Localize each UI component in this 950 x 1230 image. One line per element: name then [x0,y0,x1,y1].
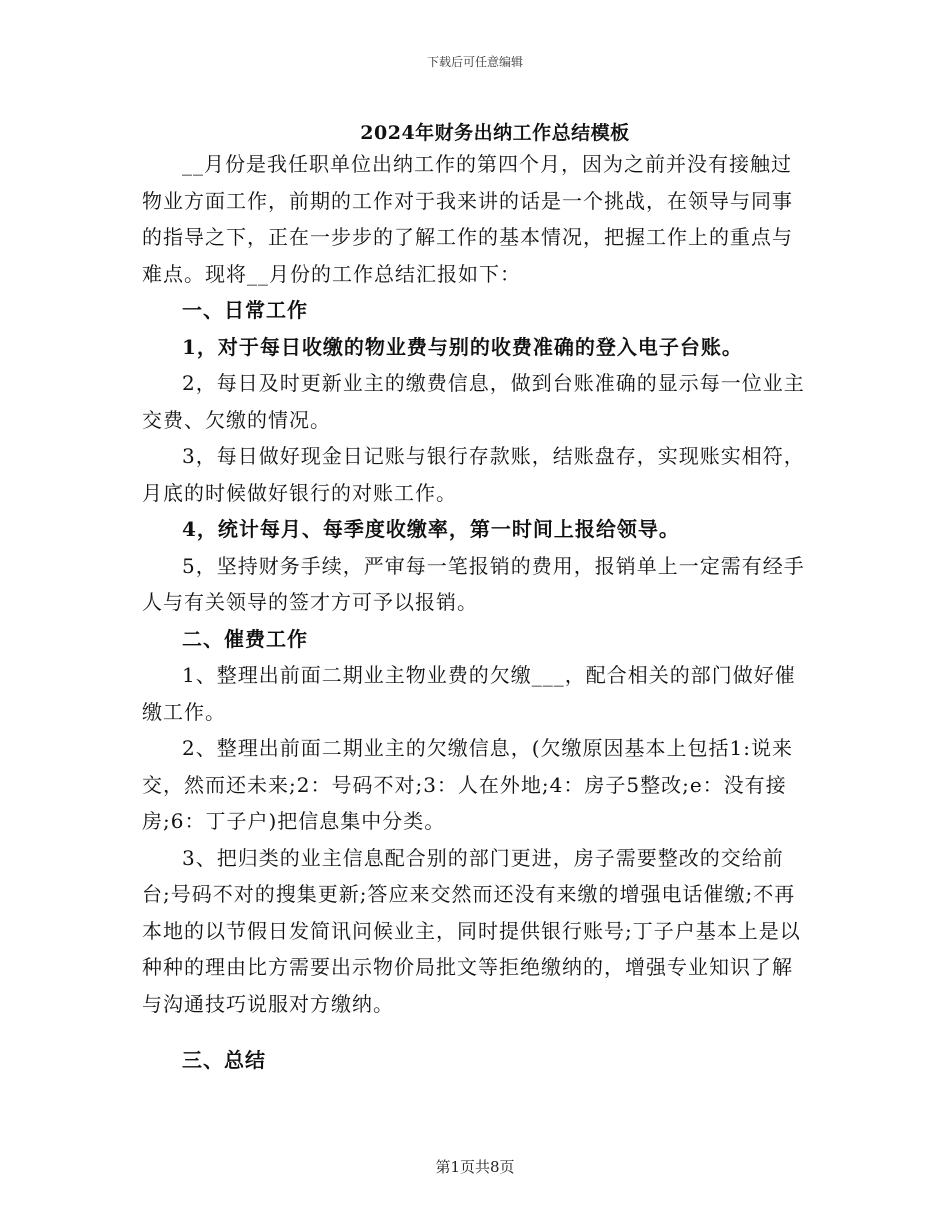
section-heading-summary: 三、总结 [182,1048,266,1072]
collection-work-item-3: 3、把归类的业主信息配合别的部门更进，房子需要整改的交给前台;号码不对的搜集更新;答应来交然而还没有来缴的增强电话催缴;不再本地的以节假日发简讯问候业主，同时提供银行账号;丁子户基本上是以种种的理由比方需要出示物价局批文等拒绝缴纳的，增强专业知识了解与沟通技巧说服对方缴纳。 [142,845,801,1016]
section-heading-daily-work: 一、日常工作 [182,298,308,322]
daily-work-item-5: 5，坚持财务手续，严审每一笔报销的费用，报销单上一定需有经手人与有关领导的签才方可予以报销。 [142,553,805,614]
collection-work-item-2: 2、整理出前面二期业主的欠缴信息，(欠缴原因基本上包括1:说来交，然而还未来;2：号码不对;3：人在外地;4：房子5整改;e：没有接房;6：丁子户)把信息集中分类。 [142,736,793,833]
document-title: 2024年财务出纳工作总结模板 [360,122,630,144]
daily-work-item-1: 1，对于每日收缴的物业费与别的收费准确的登入电子台账。 [182,334,743,359]
intro-paragraph: __月份是我任职单位出纳工作的第四个月，因为之前并没有接触过物业方面工作，前期的工作对于我来讲的话是一个挑战，在领导与同事的指导之下，正在一步步的了解工作的基本情况，把握工作上的重点与难点。现将__月份的工作总结汇报如下： [142,152,793,286]
daily-work-item-4: 4，统计每月、每季度收缴率，第一时间上报给领导。 [182,517,680,541]
collection-work-item-1: 1、整理出前面二期业主物业费的欠缴___，配合相关的部门做好催缴工作。 [142,663,796,724]
section-heading-collection-work: 二、催费工作 [182,626,308,651]
daily-work-item-3: 3，每日做好现金日记账与银行存款账，结账盘存，实现账实相符，月底的时候做好银行的对账工作。 [142,444,805,505]
page-number: 第1页共8页 [435,1158,515,1176]
daily-work-item-2: 2，每日及时更新业主的缴费信息，做到台账准确的显示每一位业主交费、欠缴的情况。 [142,371,805,432]
page-header-note: 下载后可任意编辑 [426,55,523,69]
document-body [142,146,806,1079]
